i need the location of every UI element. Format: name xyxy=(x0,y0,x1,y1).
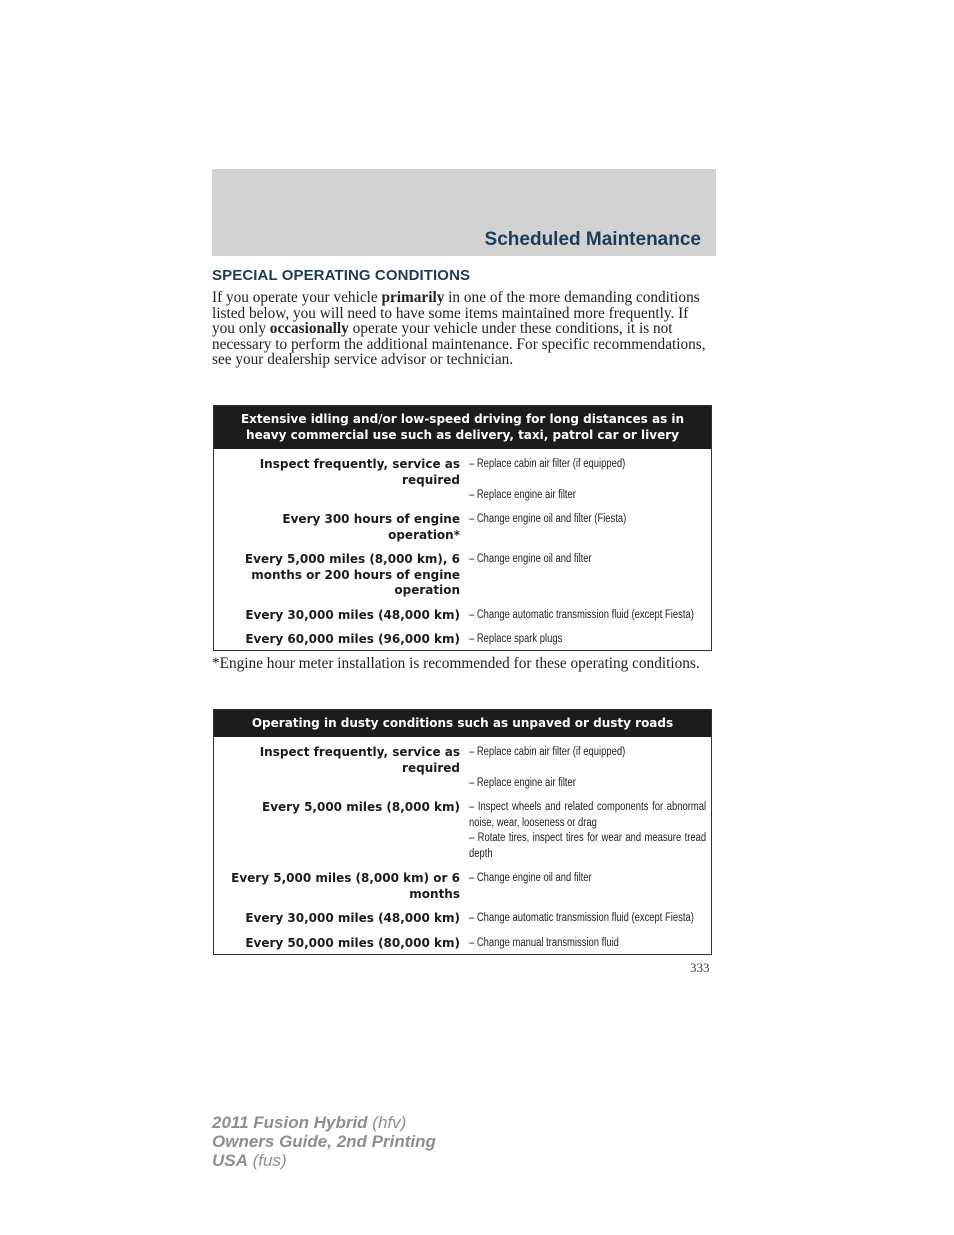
maintenance-table-idling xyxy=(213,405,712,651)
action-item: – Replace engine air filter xyxy=(469,488,576,501)
interval-label: Every 5,000 miles (8,000 km) xyxy=(262,800,460,814)
action-item: – Change engine oil and filter xyxy=(469,872,592,884)
interval-label: Every 50,000 miles (80,000 km) xyxy=(245,936,460,950)
table-row xyxy=(219,552,706,608)
table-row xyxy=(219,632,706,652)
action-item: – Inspect wheels and related components for abnormal noise, wear, looseness or drag xyxy=(469,801,707,829)
action-list xyxy=(469,552,706,568)
interval-label: Every 30,000 miles (48,000 km) xyxy=(245,608,460,622)
table-row xyxy=(219,871,706,911)
action-item: – Replace cabin air filter (if equipped) xyxy=(469,458,626,470)
action-list xyxy=(469,936,706,952)
section-heading: SPECIAL OPERATING CONDITIONS xyxy=(212,267,471,284)
interval-label: Every 5,000 miles (8,000 km) or 6 months xyxy=(231,871,460,901)
footer-document-info xyxy=(212,1113,436,1170)
table-body xyxy=(214,737,711,960)
action-list xyxy=(469,745,706,791)
action-item: – Change manual transmission fluid xyxy=(469,937,619,949)
action-list xyxy=(469,871,706,887)
table-row xyxy=(219,800,706,871)
table-row xyxy=(219,911,706,936)
interval-label: Inspect frequently, service as required xyxy=(259,457,460,487)
intro-bold-primarily: primarily xyxy=(381,289,445,306)
table-row xyxy=(219,457,706,512)
table-row xyxy=(219,936,706,956)
footer-model-code: (hfv) xyxy=(367,1113,407,1132)
action-list xyxy=(469,512,706,528)
header-band xyxy=(212,169,716,256)
intro-text-2: in one of the more demanding conditions listed below, you will need to have some items maintained more frequently. If you only xyxy=(212,289,700,338)
interval-label: Every 300 hours of engine operation* xyxy=(282,512,460,542)
footer-line-3 xyxy=(212,1151,436,1170)
action-item: – Change automatic transmission fluid (except Fiesta) xyxy=(469,912,694,924)
table-row xyxy=(219,608,706,632)
table-row xyxy=(219,745,706,800)
page-title: Scheduled Maintenance xyxy=(484,229,701,250)
action-list xyxy=(469,800,706,862)
action-item: – Replace cabin air filter (if equipped) xyxy=(469,746,626,758)
action-list xyxy=(469,632,706,648)
footer-line-1 xyxy=(212,1113,436,1132)
table-row xyxy=(219,512,706,552)
footer-line-2 xyxy=(212,1132,436,1151)
action-item: – Replace engine air filter xyxy=(469,776,576,789)
footer-market-code: (fus) xyxy=(247,1151,287,1170)
intro-bold-occasionally: occasionally xyxy=(269,320,349,338)
footer-model: 2011 Fusion Hybrid xyxy=(212,1113,368,1132)
intro-paragraph xyxy=(212,290,714,368)
footer-market: USA xyxy=(212,1151,248,1170)
action-list xyxy=(469,457,706,503)
intro-text-3: operate your vehicle under these conditions, it is not necessary to perform the additional maintenance. For specific recommendations, see your dealership service advisor or technician. xyxy=(212,320,706,369)
action-item: – Change automatic transmission fluid (except Fiesta) xyxy=(469,609,694,621)
table-header: Operating in dusty conditions such as unpaved or dusty roads xyxy=(214,710,711,737)
maintenance-table-dusty xyxy=(213,709,712,955)
action-item: – Replace spark plugs xyxy=(469,633,563,645)
interval-label: Every 60,000 miles (96,000 km) xyxy=(245,632,460,646)
interval-label: Every 30,000 miles (48,000 km) xyxy=(245,911,460,925)
action-item: – Change engine oil and filter xyxy=(469,553,592,565)
table-body xyxy=(214,449,711,656)
action-list xyxy=(469,608,706,624)
interval-label: Every 5,000 miles (8,000 km), 6 months or 200 hours of engine operation xyxy=(244,552,460,597)
intro-text-1: If you operate your vehicle xyxy=(212,289,382,306)
footnote: *Engine hour meter installation is recommended for these operating conditions. xyxy=(212,655,700,672)
interval-label: Inspect frequently, service as required xyxy=(259,745,460,775)
action-item: – Change engine oil and filter (Fiesta) xyxy=(469,513,627,525)
table-header: Extensive idling and/or low-speed driving for long distances as in heavy commercial use such as delivery, taxi, patrol car or livery xyxy=(214,406,711,449)
action-list xyxy=(469,911,706,927)
action-item: – Rotate tires, inspect tires for wear and measure tread depth xyxy=(469,832,707,860)
footer-guide-edition: Owners Guide, 2nd Printing xyxy=(212,1132,436,1151)
page-number: 333 xyxy=(690,960,710,975)
